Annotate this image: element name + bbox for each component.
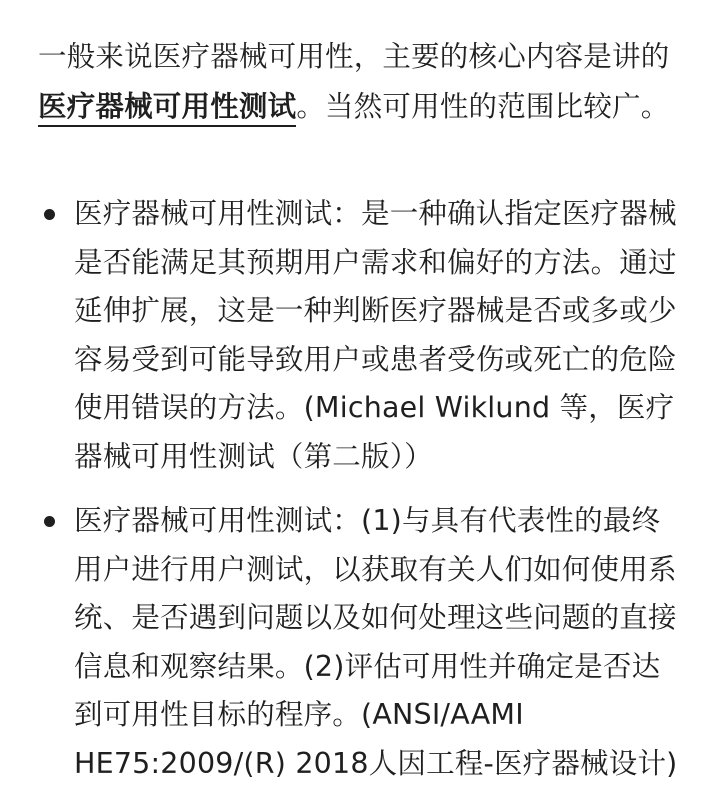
bullet-dot-icon [44, 209, 55, 220]
bullet-item-definition-1 [38, 190, 682, 481]
bullet-item-definition-2 [38, 497, 682, 788]
intro-paragraph [38, 32, 682, 132]
usability-testing-link[interactable]: 医疗器械可用性测试 [38, 90, 296, 127]
intro-text-before: 一般来说医疗器械可用性，主要的核心内容是讲的 [38, 40, 670, 73]
bullet-list [38, 497, 682, 788]
bullet-text: 医疗器械可用性测试：(1)与具有代表性的最终用户进行用户测试，以获取有关人们如何使用系统、是否遇到问题以及如何处理这些问题的直接信息和观察结果。(2)评估可用性并确定是否达到可用性目标的程序。(ANSI/AAMI HE75:2009/(R) 2018人因工程-医疗器械设计) [74, 504, 678, 780]
bullet-dot-icon [44, 516, 55, 527]
intro-text-after: 。当然可用性的范围比较广。 [296, 90, 670, 123]
bullet-list [38, 190, 682, 481]
bullet-text: 医疗器械可用性测试：是一种确认指定医疗器械是否能满足其预期用户需求和偏好的方法。通过延伸扩展，这是一种判断医疗器械是否或多或少容易受到可能导致用户或患者受伤或死亡的危险使用错误的方法。(Michael Wiklund 等，医疗器械可用性测试（第二版）） [74, 197, 677, 473]
